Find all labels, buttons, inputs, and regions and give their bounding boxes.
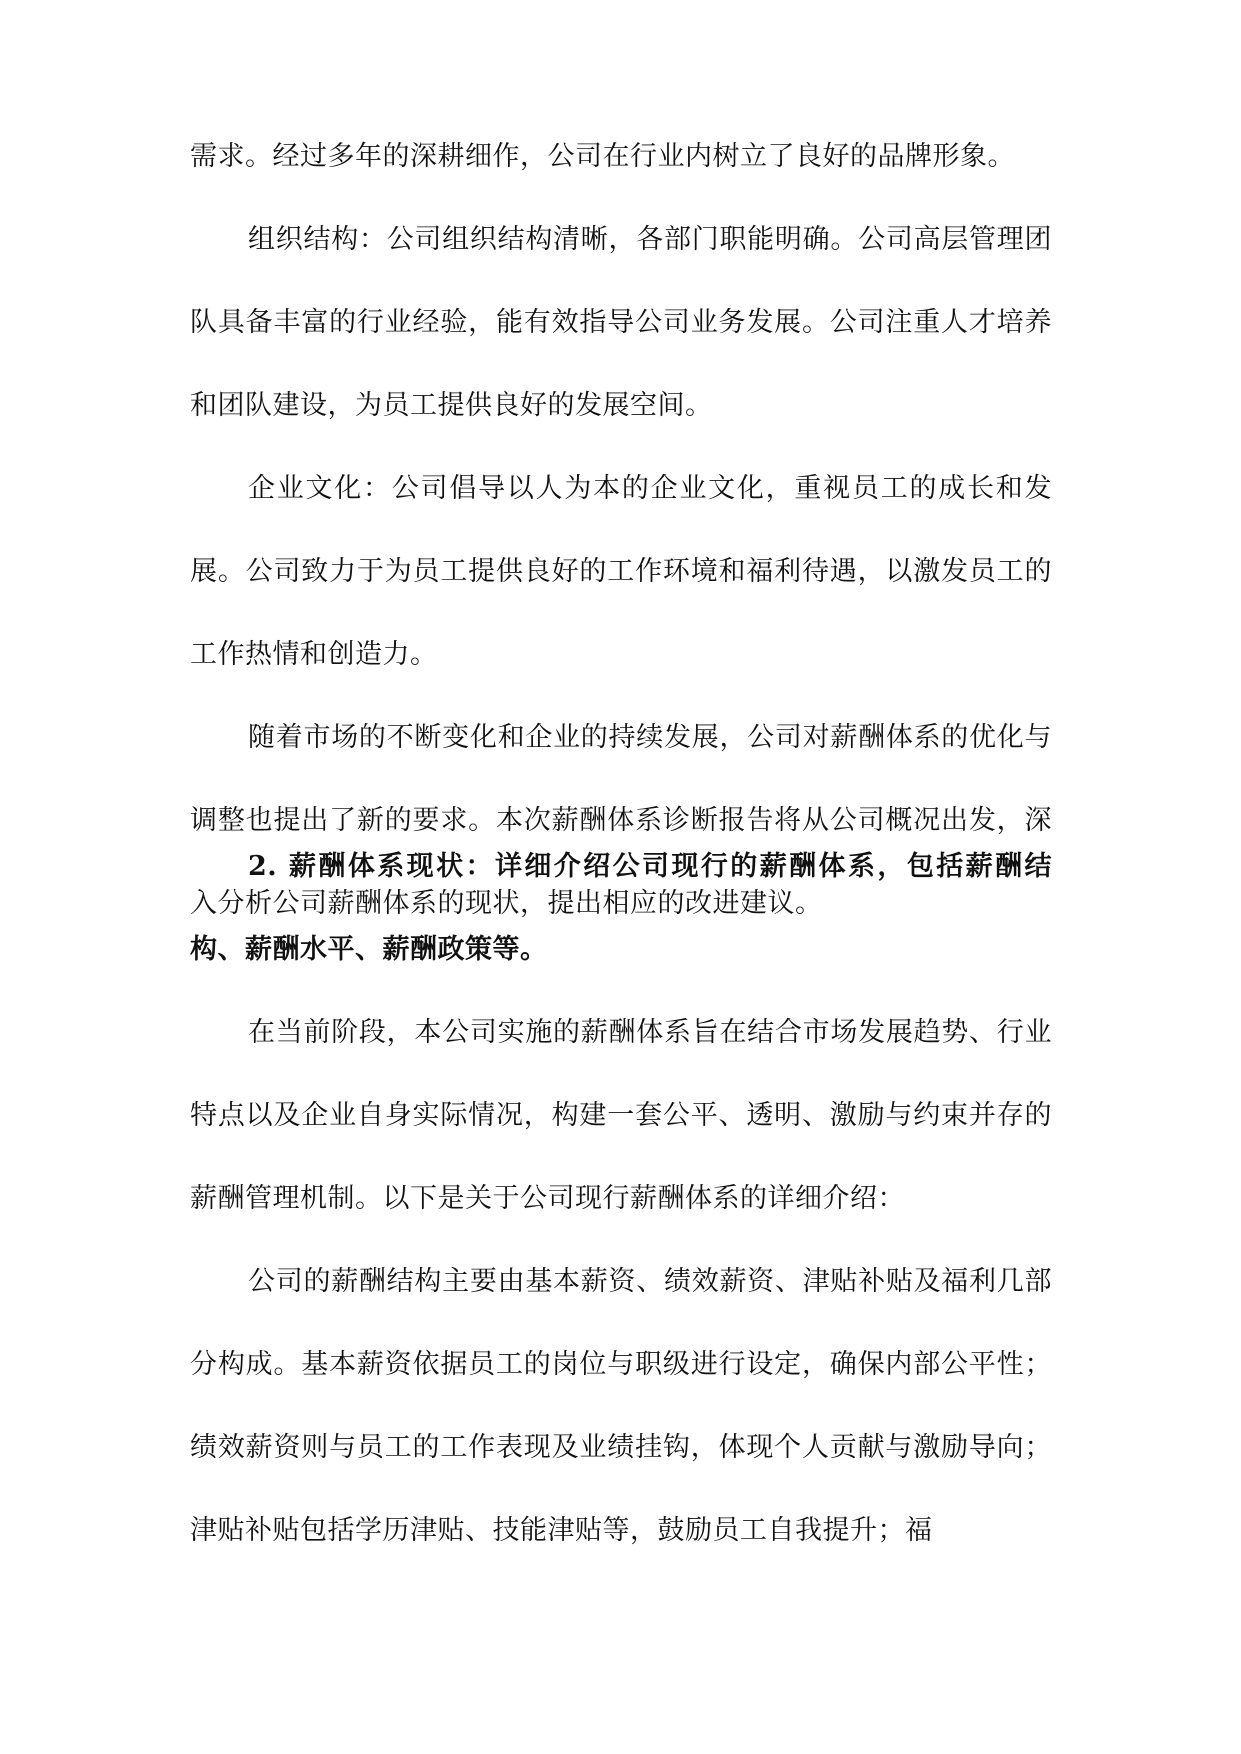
section-heading-compensation-status: 2. 薪酬体系现状：详细介绍公司现行的薪酬体系，包括薪酬结构、薪酬水平、薪酬政策等。: [190, 851, 1052, 965]
paragraph-corporate-culture: 企业文化：公司倡导以人为本的企业文化，重视员工的成长和发展。公司致力于为员工提供良好的工作环境和福利待遇，以激发员工的工作热情和创造力。: [190, 473, 1052, 670]
body-block-1: [190, 115, 1052, 945]
body-block-2: [190, 991, 1052, 1572]
paragraph-market-change: 随着市场的不断变化和企业的持续发展，公司对薪酬体系的优化与调整也提出了新的要求。本次薪酬体系诊断报告将从公司概况出发，深入分析公司薪酬体系的现状，提出相应的改进建议。: [190, 722, 1052, 919]
paragraph-current-system-intro: 在当前阶段，本公司实施的薪酬体系旨在结合市场发展趋势、行业特点以及企业自身实际情况，构建一套公平、透明、激励与约束并存的薪酬管理机制。以下是关于公司现行薪酬体系的详细介绍：: [190, 1017, 1052, 1214]
paragraph-compensation-structure: 公司的薪酬结构主要由基本薪资、绩效薪资、津贴补贴及福利几部分构成。基本薪资依据员工的岗位与职级进行设定，确保内部公平性；绩效薪资则与员工的工作表现及业绩挂钩，体现个人贡献与激励导向；津贴补贴包括学历津贴、技能津贴等，鼓励员工自我提升；福: [190, 1266, 1052, 1546]
paragraph-continuation: 需求。经过多年的深耕细作，公司在行业内树立了良好的品牌形象。: [190, 141, 1015, 172]
paragraph-org-structure: 组织结构：公司组织结构清晰，各部门职能明确。公司高层管理团队具备丰富的行业经验，能有效指导公司业务发展。公司注重人才培养和团队建设，为员工提供良好的发展空间。: [190, 224, 1052, 421]
